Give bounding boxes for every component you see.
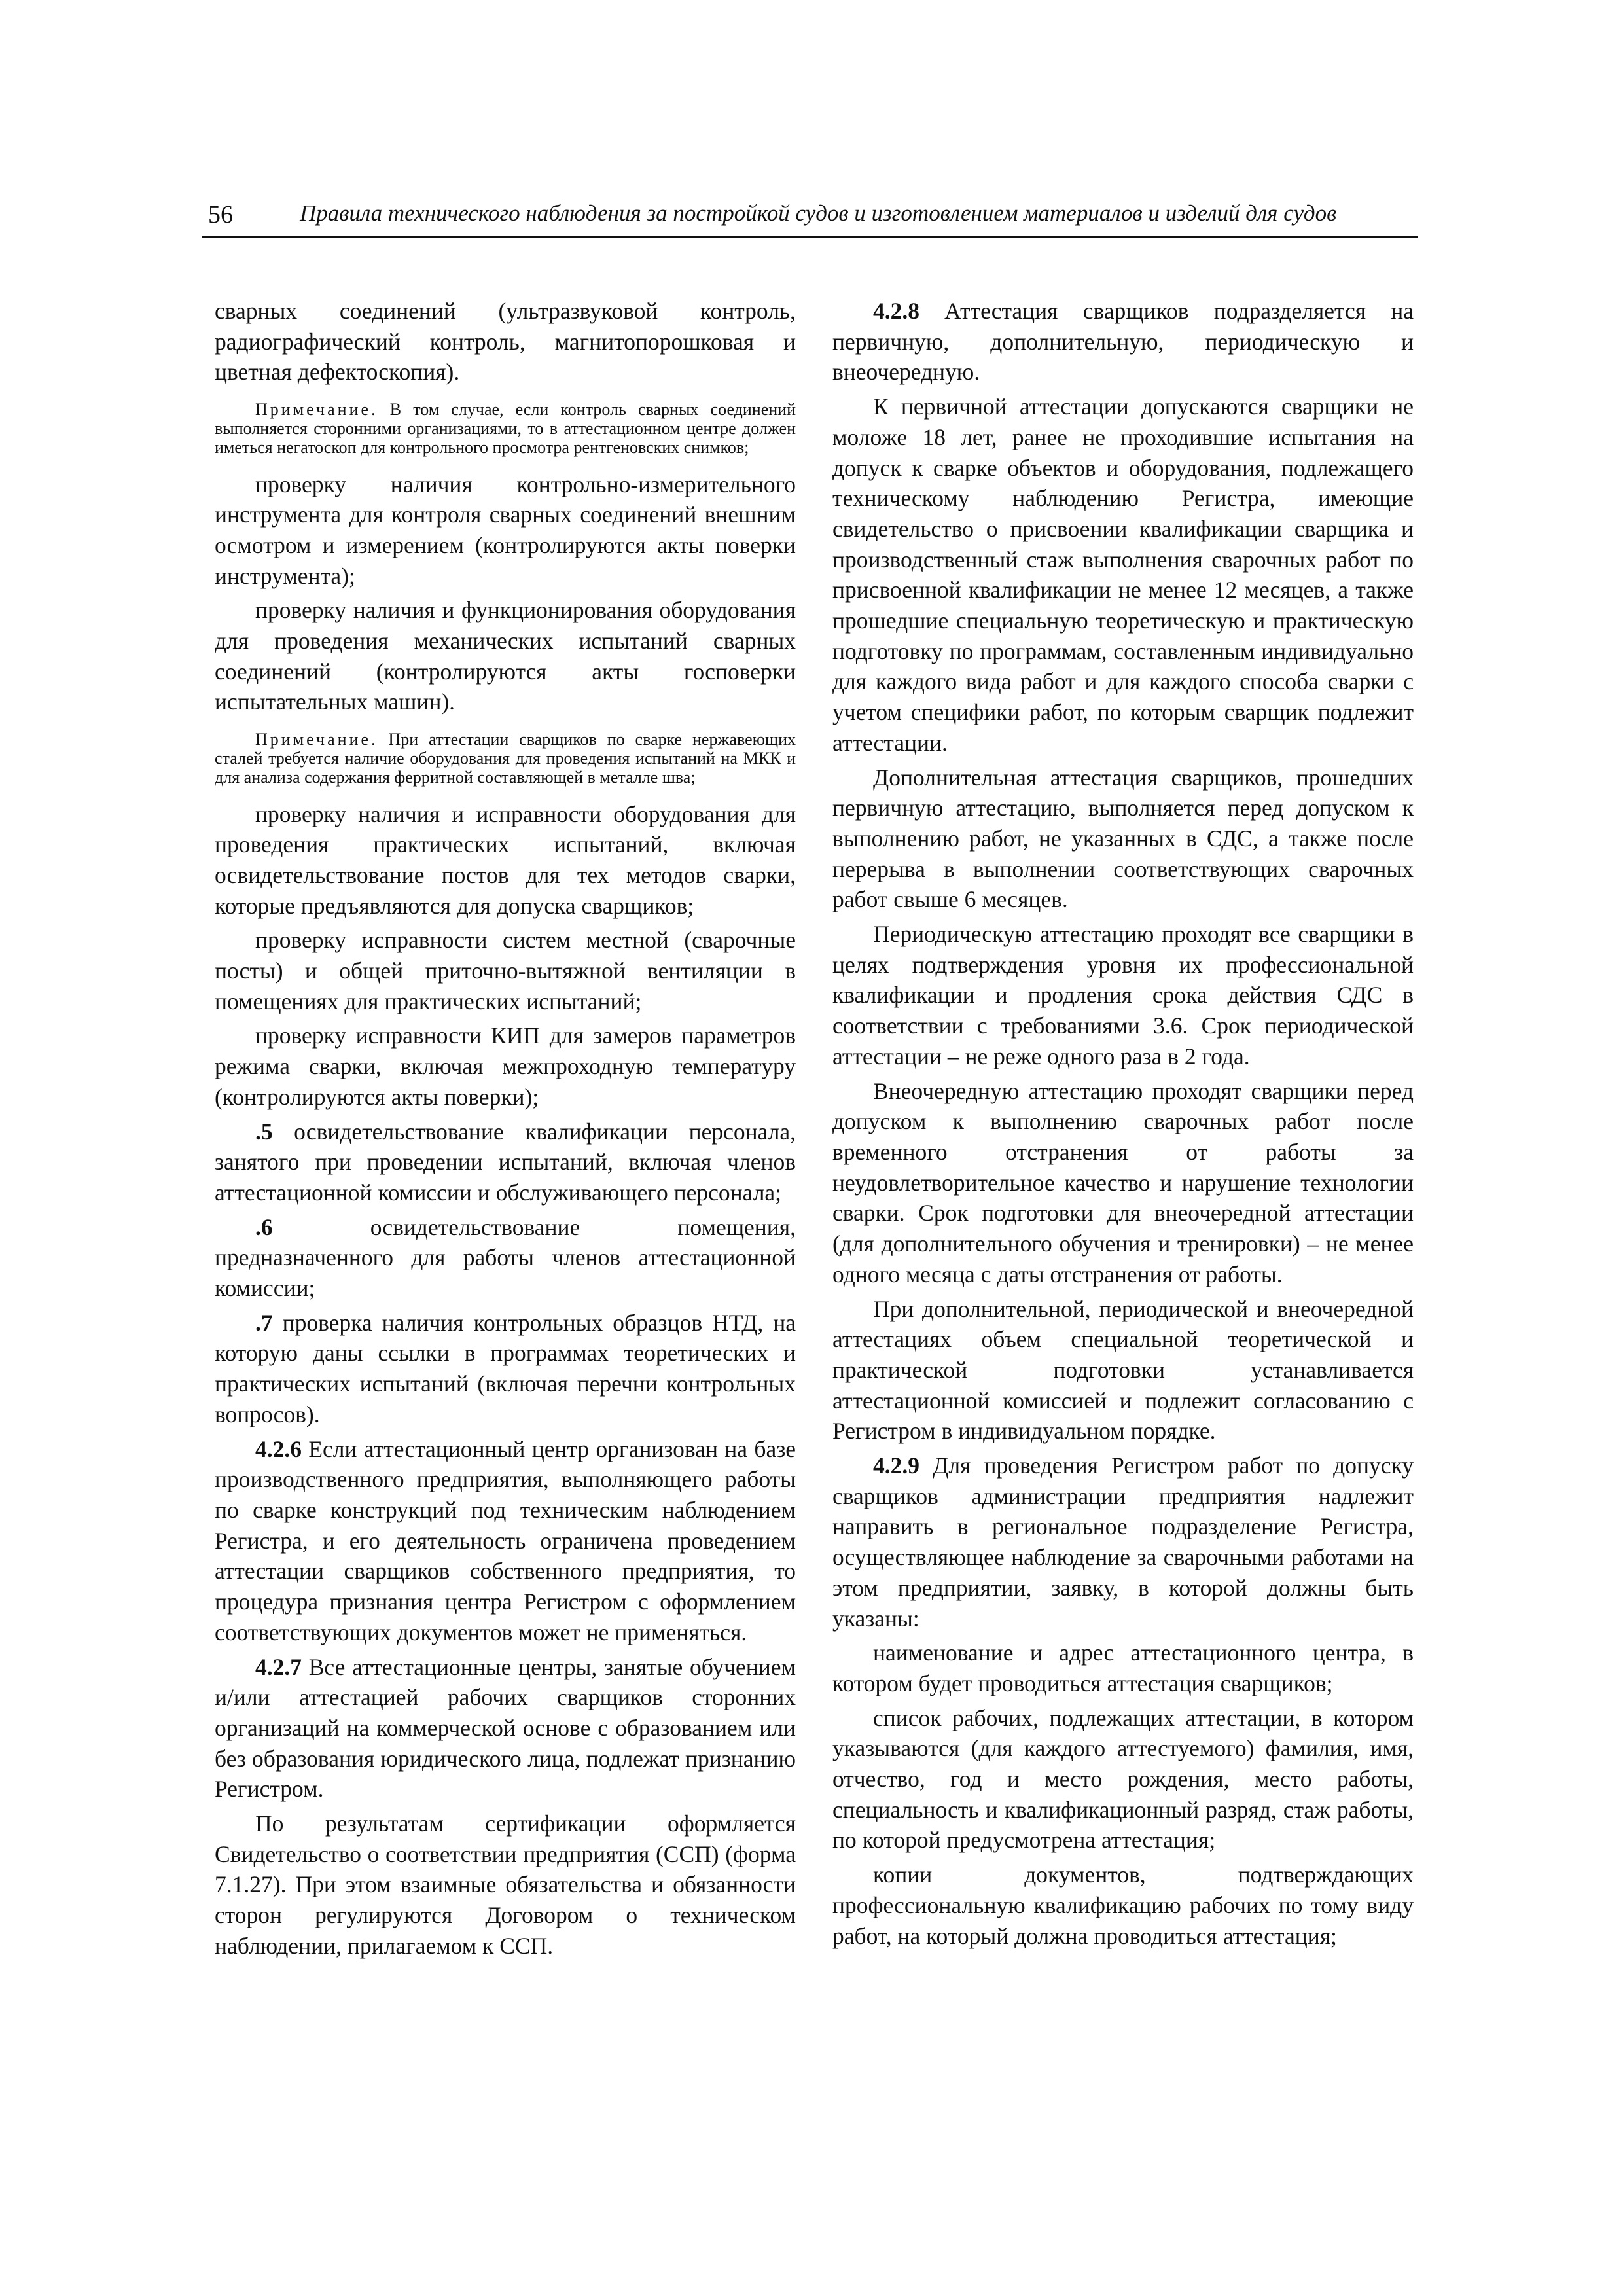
item-text: освидетельствование квалификации персонала, занятого при проведении испытаний, включая членов аттестационной комиссии и обслуживающего персонала; [215,1118,796,1206]
item-text: освидетельствование помещения, предназначенного для работы членов аттестационной комиссии; [215,1213,796,1302]
note-label: Примечание. [255,730,378,749]
note [215,401,796,457]
paragraph: Периодическую аттестацию проходят все сварщики в целях подтверждения уровня их профессиональной квалификации и продления срока действия СДС в соответствии с требованиями 3.6. Срок периодической аттестации – не реже одного раза в 2 года. [832,921,1414,1069]
paragraph: К первичной аттестации допускаются сварщики не моложе 18 лет, ранее не проходившие испытания на допуск к сварке объектов и оборудования, подлежащего техническому наблюдению Регистра, имеющие свидетельство о присвоении квалификации сварщика и производственный стаж выполнения сварочных работ по присвоенной квалификации не менее 12 месяцев, а также прошедшие специальную теоретическую и практическую подготовку по программам, составленным индивидуально для каждого вида работ и для каждого способа сварки с учетом специфики работ, по которым сварщик подлежит аттестации. [832,393,1414,756]
paragraph: копии документов, подтверждающих профессиональную квалификацию рабочих по тому виду работ, на который должна проводиться аттестация; [832,1861,1414,1949]
right-column [832,296,1414,1955]
note-text: В том случае, если контроль сварных соединений выполняется сторонними организациями, то в аттестационном центре должен иметься негатоскоп для контрольного просмотра рентгеновских снимков; [215,400,796,457]
item-number: .6 [255,1213,273,1240]
paragraph [215,1117,796,1208]
section-text: Для проведения Регистром работ по допуску сварщиков администрации предприятия надлежит направить в региональное подразделение Регистра, осуществляющее наблюдение за сварочными работами на этом предприятии, заявку, в которой должны быть указаны: [832,1452,1414,1632]
page-number: 56 [208,201,233,228]
paragraph: сварных соединений (ультразвуковой контроль, радиографический контроль, магнитопорошковая и цветная дефектоскопия). [215,298,796,386]
paragraph: проверку наличия и исправности оборудования для проведения практических испытаний, включая освидетельствование постов для тех методов сварки, которые предъявляются для допуска сварщиков; [215,800,796,919]
section-number: 4.2.9 [873,1452,919,1479]
paragraph: проверку наличия и функционирования оборудования для проведения механических испытаний сварных соединений (контролируются акты госповерки испытательных машин). [215,597,796,715]
paragraph: проверку исправности КИП для замеров параметров режима сварки, включая межпроходную температуру (контролируются акты поверки); [215,1022,796,1110]
paragraph: По результатам сертификации оформляется Свидетельство о соответствии предприятия (ССП) (форма 7.1.27). При этом взаимные обязательства и обязанности сторон регулируются Договором о техническом наблюдении, прилагаемом к ССП. [215,1810,796,1959]
note-text: При аттестации сварщиков по сварке нержавеющих сталей требуется наличие оборудования для проведения испытаний на МКК и для анализа содержания ферритной составляющей в металле шва; [215,730,796,787]
paragraph: проверку исправности систем местной (сварочные посты) и общей приточно-вытяжной вентиляции в помещениях для практических испытаний; [215,927,796,1014]
paragraph: наименование и адрес аттестационного центра, в котором будет проводиться аттестация сварщиков; [832,1640,1414,1696]
note [215,730,796,787]
paragraph: Внеочередную аттестацию проходят сварщики перед допуском к выполнению сварочных работ после временного отстранения от работы за неудовлетворительное качество и нарушение технологии сварки. Срок подготовки для внеочередной аттестации (для дополнительного обучения и тренировки) – не менее одного месяца с даты отстранения от работы. [832,1077,1414,1287]
section-number: 4.2.8 [873,298,919,324]
paragraph [215,1652,796,1805]
paragraph: список рабочих, подлежащих аттестации, в котором указываются (для каждого аттестуемого) фамилия, имя, отчество, год и место рождения, место работы, специальность и квалификационный разряд, стаж работы, по которой предусмотрена аттестация; [832,1704,1414,1854]
page-header [202,196,1418,233]
section-text: Если аттестационный центр организован на базе производственного предприятия, выполняющего работы по сварке конструкций под техническим наблюдением Регистра, и его деятельность ограничена проведением аттестации сварщиков собственного предприятия, то процедура признания центра Регистром с оформлением соответствующих документов может не применяться. [215,1435,796,1645]
running-title: Правила технического наблюдения за постройкой судов и изготовлением материалов и изделий для судов [300,200,1337,226]
section-number: 4.2.6 [255,1435,302,1462]
header-rule [202,236,1418,238]
paragraph: проверку наличия контрольно-измерительного инструмента для контроля сварных соединений внешним осмотром и измерением (контролируются акты поверки инструмента); [215,471,796,589]
section-text: Все аттестационные центры, занятые обучением и/или аттестацией рабочих сварщиков сторонних организаций на коммерческой основе с образованием или без образования юридического лица, подлежат признанию Регистром. [215,1653,796,1803]
paragraph [215,1434,796,1648]
paragraph: При дополнительной, периодической и внеочередной аттестациях объем специальной теоретической и практической подготовки устанавливается аттестационной комиссией и подлежит согласованию с Регистром в индивидуальном порядке. [832,1295,1414,1444]
item-number: .5 [255,1118,273,1145]
paragraph [215,1212,796,1304]
note-label: Примечание. [255,400,378,420]
item-text: проверка наличия контрольных образцов НТД, на которую даны ссылки в программах теоретических и практических испытаний (включая перечни контрольных вопросов). [215,1309,796,1427]
section-number: 4.2.7 [255,1653,302,1680]
paragraph [215,1308,796,1430]
item-number: .7 [255,1309,273,1336]
paragraph [832,1450,1414,1634]
left-column [215,296,796,1965]
paragraph: Дополнительная аттестация сварщиков, прошедших первичную аттестацию, выполняется перед допуском к выполнению работ, не указанных в СДС, а также после перерыва в выполнении соответствующих сварочных работ свыше 6 месяцев. [832,764,1414,913]
section-text: Аттестация сварщиков подразделяется на первичную, дополнительную, периодическую и внеочередную. [832,298,1414,386]
paragraph [832,296,1414,387]
